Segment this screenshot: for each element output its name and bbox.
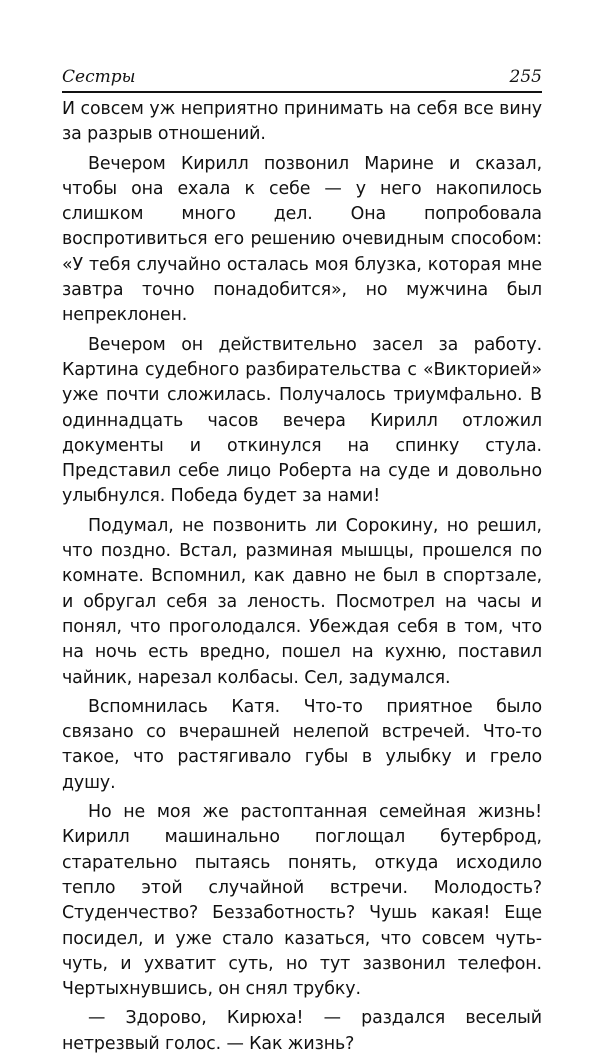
paragraph-5: Вспомнилась Катя. Что-то приятное было связано со вчерашней нелепой встречей. Что-то такое, что растягивало губы в улыбку и грело душу.: [62, 696, 542, 793]
running-head: [62, 66, 542, 88]
paragraph-1: И совсем уж неприятно принимать на себя все вину за разрыв отношений.: [62, 99, 542, 145]
paragraph-6: Но не моя же растоптанная семейная жизнь! Кирилл машинально поглощал бутерброд, старательно пытаясь понять, откуда исходило тепло этой случайной встречи. Молодость? Студенчество? Беззаботность? Чушь какая! Еще посидел, и уже стало казаться, что совсем чуть-чуть, и ухватит суть, но тут зазвонил телефон. Чертыхнувшись, он снял трубку.: [62, 802, 542, 1000]
paragraph-2: Вечером Кирилл позвонил Марине и сказал, чтобы она ехала к себе — у него накопилось слишком много дел. Она попробовала воспротивиться его решению очевидным способом: «У тебя случайно осталась моя блузка, которая мне завтра точно понадобится», но мужчина был непреклонен.: [62, 153, 542, 326]
book-page: [62, 66, 542, 1057]
body-text: [62, 97, 542, 1057]
paragraph-4: Подумал, не позвонить ли Сорокину, но решил, что поздно. Встал, разминая мышцы, прошелся по комнате. Вспомнил, как давно не был в спортзале, и обругал себя за леность. Посмотрел на часы и понял, что проголодался. Убеждая себя в том, что на ночь есть вредно, пошел на кухню, поставил чайник, нарезал колбасы. Сел, задумался.: [62, 515, 542, 688]
page-number: 255: [509, 67, 542, 87]
chapter-title: Сестры: [62, 67, 136, 87]
paragraph-7: — Здорово, Кирюха! — раздался веселый нетрезвый голос. — Как жизнь?: [62, 1008, 542, 1054]
paragraph-3: Вечером он действительно засел за работу. Картина судебного разбирательства с «Викторией» уже почти сложилась. Получалось триумфально. В одиннадцать часов вечера Кирилл отложил документы и откинулся на спинку стула. Представил себе лицо Роберта на суде и довольно улыбнулся. Победа будет за нами!: [62, 334, 542, 507]
header-rule: [62, 91, 542, 93]
